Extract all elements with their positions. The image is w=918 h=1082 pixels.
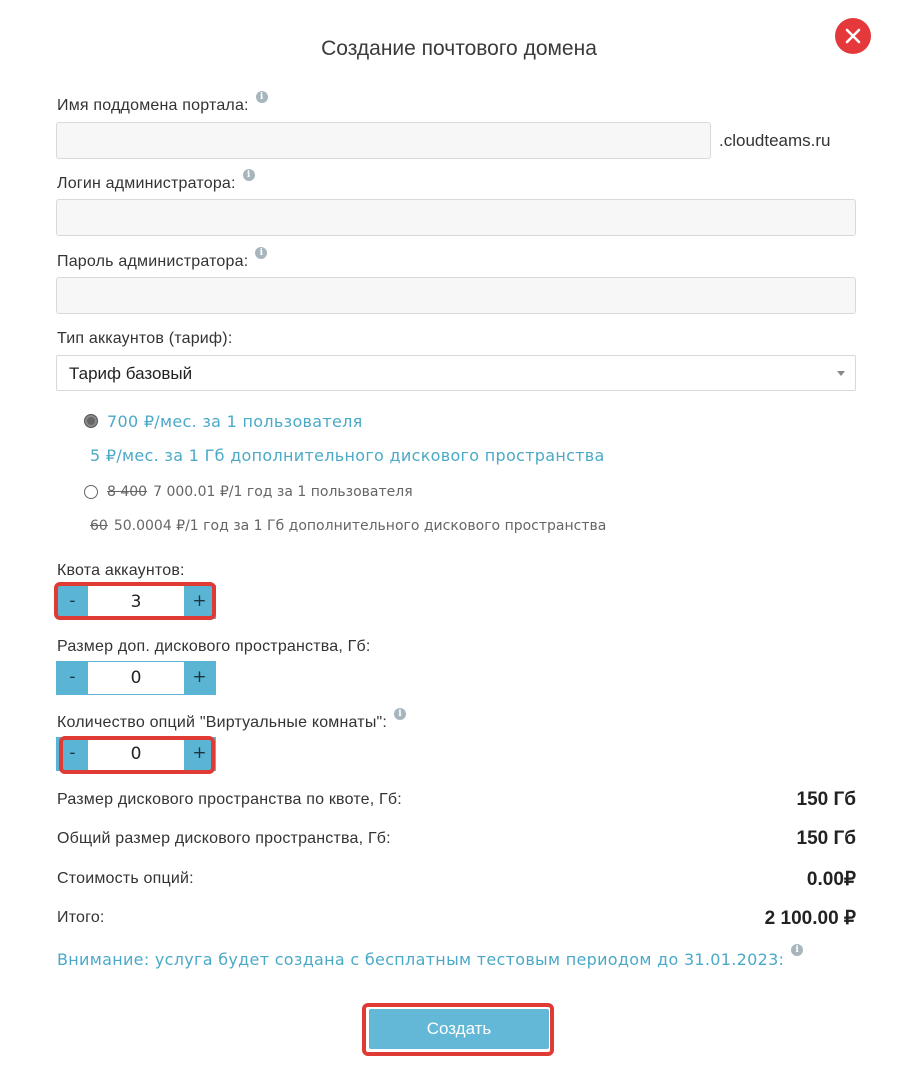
options-cost-value: 0.00₽ [806, 869, 856, 890]
virtual-rooms-label-text: Количество опций "Виртуальные комнаты": [57, 714, 388, 731]
info-icon[interactable]: i [256, 91, 268, 103]
account-type-select[interactable] [56, 355, 856, 391]
account-type-selected: Тариф базовый [69, 364, 193, 383]
info-icon[interactable]: i [255, 247, 267, 259]
info-icon[interactable]: i [394, 708, 406, 720]
create-button[interactable]: Создать [369, 1009, 549, 1049]
account-type-label: Тип аккаунтов (тариф): [57, 330, 233, 347]
yearly-user-old-price: 8 400 [107, 484, 148, 500]
yearly-per-user-price [107, 484, 413, 500]
yearly-plan-radio[interactable] [84, 485, 98, 499]
subdomain-label-text: Имя поддомена портала: [57, 97, 249, 114]
account-quota-increment-button[interactable]: + [184, 586, 215, 618]
extra-disk-increment-button[interactable]: + [184, 662, 215, 694]
monthly-plan-radio[interactable] [84, 414, 98, 428]
quota-disk-label: Размер дискового пространства по квоте, Гб: [57, 791, 402, 808]
subdomain-input[interactable] [56, 122, 711, 159]
account-quota-stepper [56, 585, 216, 619]
admin-password-input[interactable] [56, 277, 856, 314]
admin-login-label [57, 170, 255, 193]
options-cost-label: Стоимость опций: [57, 870, 194, 887]
total-value: 2 100.00 ₽ [764, 908, 856, 929]
account-quota-decrement-button[interactable]: - [57, 586, 88, 618]
extra-disk-stepper [56, 661, 216, 695]
yearly-gb-old-price: 60 [90, 518, 108, 534]
yearly-user-price-text: 7 000.01 ₽/1 год за 1 пользователя [153, 484, 413, 500]
close-button[interactable] [835, 18, 871, 54]
info-icon[interactable]: i [791, 944, 803, 956]
extra-disk-label: Размер доп. дискового пространства, Гб: [57, 638, 371, 655]
chevron-down-icon [837, 371, 845, 376]
subdomain-label [57, 92, 268, 115]
total-disk-label: Общий размер дискового пространства, Гб: [57, 830, 391, 847]
total-disk-value: 150 Гб [796, 828, 856, 849]
virtual-rooms-stepper [56, 737, 216, 771]
yearly-per-gb-price [90, 518, 606, 534]
monthly-per-gb-price: 5 ₽/мес. за 1 Гб дополнительного дискового пространства [90, 446, 605, 465]
yearly-gb-price-text: 50.0004 ₽/1 год за 1 Гб дополнительного дискового пространства [113, 518, 607, 534]
virtual-rooms-label [57, 709, 406, 732]
account-quota-value[interactable]: 3 [130, 592, 142, 612]
quota-disk-value: 150 Гб [796, 789, 856, 810]
monthly-per-user-price: 700 ₽/мес. за 1 пользователя [107, 412, 363, 431]
dialog-title: Создание почтового домена [321, 37, 597, 60]
admin-login-input[interactable] [56, 199, 856, 236]
virtual-rooms-value[interactable]: 0 [130, 744, 142, 764]
extra-disk-value[interactable]: 0 [130, 668, 142, 688]
admin-login-label-text: Логин администратора: [57, 175, 236, 192]
admin-password-label-text: Пароль администратора: [57, 253, 249, 270]
domain-suffix: .cloudteams.ru [719, 131, 831, 150]
trial-notice-text: Внимание: услуга будет создана с бесплатным тестовым периодом до 31.01.2023: [57, 950, 785, 969]
admin-password-label [57, 248, 267, 271]
close-icon [844, 27, 862, 45]
account-quota-label: Квота аккаунтов: [57, 562, 185, 579]
extra-disk-decrement-button[interactable]: - [57, 662, 88, 694]
trial-notice [57, 945, 803, 969]
virtual-rooms-decrement-button[interactable]: - [57, 738, 88, 770]
info-icon[interactable]: i [243, 169, 255, 181]
virtual-rooms-increment-button[interactable]: + [184, 738, 215, 770]
total-label: Итого: [57, 909, 105, 926]
